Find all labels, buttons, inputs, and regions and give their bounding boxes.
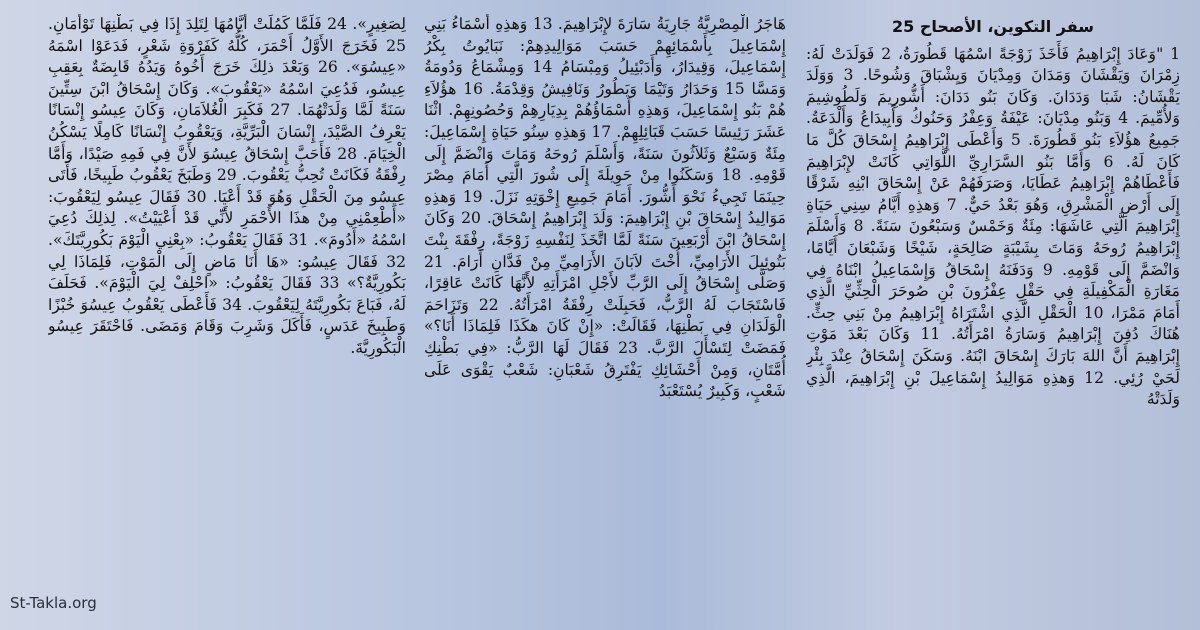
site-watermark: St-Takla.org	[10, 594, 97, 612]
column-middle	[424, 14, 786, 624]
chapter-title: سفر التكوين، الأصحاح 25	[892, 17, 1094, 36]
column-left-text: لِصَغِيرٍ». 24 فَلَمَّا كَمُلَتْ أَيَّامُهَا لِتَلِدَ إِذَا فِي بَطْنِهَا تَوْأَمَانِ. 25 فَخَرَجَ الأَوَّلُ أَحْمَرَ، كُلُّهُ كَفَرْوَةِ شَعْرٍ، فَدَعَوْا اسْمَهُ «عِيسُوَ». 26 وَبَعْدَ ذلِكَ خَرَجَ أَخُوهُ وَيَدُهُ قَابِضَةٌ بِعَقِبِ عِيسُو، فَدُعِيَ اسْمُهُ «يَعْقُوبَ». وَكَانَ إِسْحَاقُ ابْنَ سِتِّينَ سَنَةً لَمَّا وَلَدَتْهُمَا. 27 فَكَبِرَ الْغُلاَمَانِ، وَكَانَ عِيسُو إِنْسَانًا يَعْرِفُ الصَّيْدَ، إِنْسَانَ الْبَرِّيَّةِ، وَيَعْقُوبُ إِنْسَانًا كَامِلًا يَسْكُنُ الْخِيَامَ. 28 فَأَحَبَّ إِسْحَاقُ عِيسُوَ لأَنَّ فِي فَمِهِ صَيْدًا، وَأَمَّا رِفْقَةُ فَكَانَتْ تُحِبُّ يَعْقُوبَ. 29 وَطَبَخَ يَعْقُوبُ طَبِيخًا، فَأَتَى عِيسُو مِنَ الْحَقْلِ وَهُوَ قَدْ أَعْيَا. 30 فَقَالَ عِيسُو لِيَعْقُوبَ: «أَطْعِمْنِي مِنْ هذَا الأَحْمَرِ لأَنِّي قَدْ أَعْيَيْتُ». لِذلِكَ دُعِيَ اسْمُهُ «أَدُومَ». 31 فَقَالَ يَعْقُوبُ: «بِعْنِي الْيَوْمَ بَكُورِيَّتَكَ». 32 فَقَالَ عِيسُو: «هَا أَنَا مَاضٍ إِلَى الْمَوْتِ، فَلِمَاذَا لِي بَكُورِيَّةٌ؟» 33 فَقَالَ يَعْقُوبُ: «احْلِفْ لِيَ الْيَوْمَ». فَحَلَفَ لَهُ، فَبَاعَ بَكُورِيَّتَهُ لِيَعْقُوبَ. 34 فَأَعْطَى يَعْقُوبُ عِيسُوَ خُبْزًا وَطَبِيخَ عَدَسٍ، فَأَكَلَ وَشَرِبَ وَقَامَ وَمَضَى. فَاحْتَقَرَ عِيسُو الْبَكُورِيَّةَ.	[48, 15, 406, 357]
column-right	[806, 14, 1180, 624]
column-right-text: 1 "وَعَادَ إِبْرَاهِيمُ فَأَخَذَ زَوْجَةً اسْمُهَا قَطُورَةُ، 2 فَوَلَدَتْ لَهُ: زِمْرَانَ وَيَقْشَانَ وَمَدَانَ وَمِدْيَانَ وَيِشْبَاقَ وَشُوحًا. 3 وَوَلَدَ يَقْشَانُ: شَبَا وَدَدَانَ. وَكَانَ بَنُو دَدَانَ: أَشُّورِيمَ وَلَطُوشِيمَ وَلأُمِّيمَ. 4 وَبَنُو مِدْيَانَ: عَيْفَةُ وَعِفْرُ وَحَنُوكُ وَأَبِيدَاعُ وَأَلْدَعَةُ. جَمِيعُ هؤُلاَءِ بَنُو قَطُورَةَ. 5 وَأَعْطَى إِبْرَاهِيمُ إِسْحَاقَ كُلَّ مَا كَانَ لَهُ. 6 وَأَمَّا بَنُو السَّرَارِيِّ اللَّوَاتِي كَانَتْ لإِبْرَاهِيمَ فَأَعْطَاهُمْ إِبْرَاهِيمُ عَطَايَا، وَصَرَفَهُمْ عَنْ إِسْحَاقَ ابْنِهِ شَرْقًا إِلَى أَرْضِ الْمَشْرِقِ، وَهُوَ بَعْدُ حَيٌّ. 7 وَهذِهِ أَيَّامُ سِنِي حَيَاةِ إِبْرَاهِيمَ الَّتِي عَاشَهَا: مِئَةٌ وَخَمْسٌ وَسَبْعُونَ سَنَةً. 8 وَأَسْلَمَ إِبْرَاهِيمُ رُوحَهُ وَمَاتَ بِشَيْبَةٍ صَالِحَةٍ، شَيْخًا وَشَبْعَانَ أَيَّامًا، وَانْضَمَّ إِلَى قَوْمِهِ. 9 وَدَفَنَهُ إِسْحَاقُ وَإِسْمَاعِيلُ ابْنَاهُ فِي مَغَارَةِ الْمَكْفِيلَةِ فِي حَقْلِ عِفْرُونَ بْنِ صُوحَرَ الْحِثِّيِّ الَّذِي أَمَامَ مَمْرَا، 10 الْحَقْلِ الَّذِي اشْتَرَاهُ إِبْرَاهِيمُ مِنْ بَنِي حِثٍّ. هُنَاكَ دُفِنَ إِبْرَاهِيمُ وَسَارَةُ امْرَأَتُهُ. 11 وَكَانَ بَعْدَ مَوْتِ إِبْرَاهِيمَ أَنَّ اللهَ بَارَكَ إِسْحَاقَ ابْنَهُ. وَسَكَنَ إِسْحَاقُ عِنْدَ بِئْرِ لَحَيْ رُئِي. 12 وَهذِهِ مَوَالِيدُ إِسْمَاعِيلَ بْنِ إِبْرَاهِيمَ، الَّذِي وَلَدَتْهُ	[806, 44, 1180, 409]
column-left	[48, 14, 406, 624]
column-middle-text: هَاجَرُ الْمِصْرِيَّةُ جَارِيَةُ سَارَةَ لإِبْرَاهِيمَ. 13 وَهذِهِ أَسْمَاءُ بَنِي إِسْمَاعِيلَ بِأَسْمَائِهِمْ حَسَبَ مَوَالِيدِهِمْ: نَبَايُوتُ بِكْرُ إِسْمَاعِيلَ، وَقِيدَارُ، وَأَدَبْئِيلُ وَمِبْسَامُ 14 وَمِشْمَاعُ وَدُومَةُ وَمَسَّا 15 وَحَدَارُ وَتَيْمَا وَيَطُورُ وَنَافِيشُ وَقِدْمَةُ. 16 هؤُلاَءِ هُمْ بَنُو إِسْمَاعِيلَ، وَهذِهِ أَسْمَاؤُهُمْ بِدِيَارِهِمْ وَحُصُونِهِمْ. اثْنَا عَشَرَ رَئِيسًا حَسَبَ قَبَائِلِهِمْ. 17 وَهذِهِ سِنُو حَيَاةِ إِسْمَاعِيلَ: مِئَةٌ وَسَبْعٌ وَثَلاَثُونَ سَنَةً، وَأَسْلَمَ رُوحَهُ وَمَاتَ وَانْضَمَّ إِلَى قَوْمِهِ. 18 وَسَكَنُوا مِنْ حَوِيلَةَ إِلَى شُورَ الَّتِي أَمَامَ مِصْرَ حِينَمَا تَجِيءُ نَحْوَ أَشُّورَ. أَمَامَ جَمِيعِ إِخْوَتِهِ نَزَلَ. 19 وَهذِهِ مَوَالِيدُ إِسْحَاقَ بْنِ إِبْرَاهِيمَ: وَلَدَ إِبْرَاهِيمُ إِسْحَاقَ. 20 وَكَانَ إِسْحَاقُ ابْنَ أَرْبَعِينَ سَنَةً لَمَّا اتَّخَذَ لِنَفْسِهِ زَوْجَةً، رِفْقَةَ بِنْتَ بَتُوئِيلَ الأَرَامِيِّ، أُخْتَ لاَبَانَ الأَرَامِيِّ مِنْ فَدَّانِ أَرَامَ. 21 وَصَلَّى إِسْحَاقُ إِلَى الرَّبِّ لأَجْلِ امْرَأَتِهِ لأَنَّهَا كَانَتْ عَاقِرًا، فَاسْتَجَابَ لَهُ الرَّبُّ، فَحَبِلَتْ رِفْقَةُ امْرَأَتُهُ. 22 وَتَزَاحَمَ الْوَلَدَانِ فِي بَطْنِهَا، فَقَالَتْ: «إِنْ كَانَ هكَذَا فَلِمَاذَا أَنَا؟» فَمَضَتْ لِتَسْأَلَ الرَّبَّ. 23 فَقَالَ لَهَا الرَّبُّ: «فِي بَطْنِكِ أُمَّتَانِ، وَمِنْ أَحْشَائِكِ يَفْتَرِقُ شَعْبَانِ: شَعْبٌ يَقْوَى عَلَى شَعْبٍ، وَكَبِيرٌ يُسْتَعْبَدُ	[424, 15, 786, 401]
